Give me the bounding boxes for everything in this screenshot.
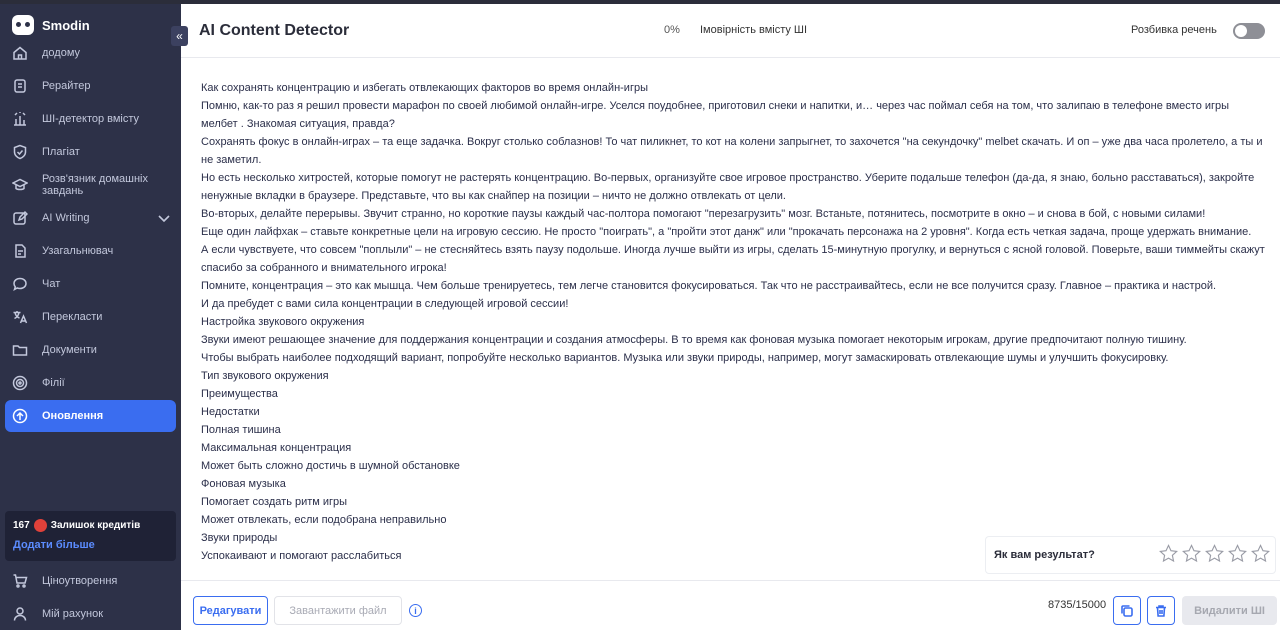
text-paragraph: Но есть несколько хитростей, которые помогут не растерять концентрацию. Во-первых, организуйте свое игровое пространство. Уберите подальше телефон (да-да, я знаю, больно расставаться), закройте ненужные вкладки в браузере. Представьте, что вы как снайпер на позиции – ничто не должно отвлекать от цели. [201,172,1255,202]
ai-probability-percent: 0% [664,24,680,36]
sidebar-item-rewriter[interactable] [0,69,181,102]
text-paragraph: Фоновая музыка [201,478,286,490]
character-count: 8735/15000 [1048,599,1107,611]
sidebar-item-homework-solver[interactable] [0,168,181,201]
star-icon[interactable] [1228,544,1247,563]
cart-icon [12,573,28,589]
sidebar-item-label: Мій рахунок [42,607,104,620]
text-paragraph: Полная тишина [201,424,281,436]
sidebar-nav [0,36,181,433]
text-paragraph: Помню, как-то раз я решил провести марафон по своей любимой онлайн-игре. Уселся поудобнее, приготовил снеки и напитки, и… через час поймал себя на том, что залипаю в телефоне вместо игры мелбет . Знакомая ситуация, правда? [201,100,1230,130]
text-paragraph: Как сохранять концентрацию и избегать отвлекающих факторов во время онлайн-игры [201,82,648,94]
upload-file-button[interactable]: Завантажити файл [274,596,402,625]
text-paragraph: А если чувствуете, что совсем "поплыли" – не стесняйтесь взять паузу подольше. Иногда лучше выйти из игры, сделать 15-минутную прогулку, и вернуться с ясной головой. Поверьте, ваши тиммейты скажут спасибо за собранного и внимательного игрока! [201,244,1265,274]
sidebar [0,4,181,630]
ai-detector-icon [12,111,28,127]
sidebar-item-upgrade[interactable] [5,400,176,432]
text-paragraph: Может быть сложно достичь в шумной обстановке [201,460,460,472]
text-paragraph: Недостатки [201,406,260,418]
translate-icon [12,309,28,325]
app-logo[interactable] [12,14,90,36]
sidebar-item-ai-writing[interactable] [0,201,181,234]
app-name: Smodin [42,17,90,33]
sidebar-item-label: ШІ-детектор вмісту [42,112,140,125]
upgrade-icon [12,408,28,424]
sidebar-item-affiliates[interactable] [0,366,181,399]
sidebar-item-documents[interactable] [0,333,181,366]
pencil-icon [12,210,28,226]
rating-question: Як вам результат? [994,549,1095,561]
sidebar-item-label: Узагальнювач [42,244,114,257]
text-paragraph: Преимущества [201,388,278,400]
text-paragraph: Настройка звукового окружения [201,316,365,328]
chat-icon [12,276,28,292]
sidebar-item-label: Документи [42,343,97,356]
summarizer-icon [12,243,28,259]
copy-button[interactable] [1113,596,1141,625]
sidebar-item-label: Чат [42,277,61,290]
sidebar-item-summarizer[interactable] [0,234,181,267]
sentence-split-label: Розбивка речень [1131,24,1217,36]
shield-check-icon [12,144,28,160]
text-paragraph: Звуки природы [201,532,278,544]
page-title: AI Content Detector [199,22,350,39]
star-icon[interactable] [1159,544,1178,563]
sidebar-item-account[interactable] [0,597,181,630]
chevron-down-icon[interactable] [157,211,171,228]
text-paragraph: Во-вторых, делайте перерывы. Звучит странно, но короткие паузы каждый час-полтора помогают "перезагрузить" мозг. Встаньте, потянитесь, посмотрите в окно – и снова в бой, с новыми силами! [201,208,1206,220]
text-paragraph: Тип звукового окружения [201,370,329,382]
credit-coin-icon [34,519,47,532]
text-paragraph: Чтобы выбрать наиболее подходящий вариант, попробуйте несколько вариантов. Музыка или звуки природы, например, могут замаскировать отвлекающие шумы и улучшить фокусировку. [201,352,1169,364]
sidebar-item-label: додому [42,46,81,59]
info-icon[interactable]: i [409,604,422,617]
sidebar-item-chat[interactable] [0,267,181,300]
ai-probability-label: Імовірність вмісту ШІ [700,24,808,36]
text-paragraph: Сохранять фокус в онлайн-играх – та еще задачка. Вокруг столько соблазнов! То чат пиликнет, то кот на колени запрыгнет, то захочется "на секундочку" melbet скачать. И оп – уже два часа пролетело, а ты и не заметил. [201,136,1263,166]
text-paragraph: Может отвлекать, если подобрана неправильно [201,514,447,526]
star-icon[interactable] [1182,544,1201,563]
sidebar-item-translate[interactable] [0,300,181,333]
text-paragraph: И да пребудет с вами сила концентрации в следующей игровой сессии! [201,298,569,310]
sidebar-item-pricing[interactable] [0,564,181,597]
star-icon[interactable] [1205,544,1224,563]
text-paragraph: Максимальная концентрация [201,442,352,454]
text-paragraph: Помогает создать ритм игры [201,496,348,508]
sidebar-item-plagiarism[interactable] [0,135,181,168]
rewriter-icon [12,78,28,94]
copy-icon [1120,604,1134,618]
sidebar-item-label: Оновлення [42,410,104,422]
sidebar-item-label: Плагіат [42,145,80,158]
rating-stars [1159,544,1270,563]
credits-panel [5,511,176,561]
trash-icon [1154,604,1168,618]
text-paragraph: Звуки имеют решающее значение для поддержания концентрации и создания атмосферы. В то время как фоновая музыка помогает некоторым игрокам, другие предпочитают полную тишину. [201,334,1187,346]
rating-widget [985,536,1276,574]
smodin-logo-icon [12,15,34,35]
collapse-sidebar-button[interactable]: « [171,26,188,46]
sentence-split-toggle[interactable] [1233,23,1265,39]
sidebar-item-label: Перекласти [42,310,103,323]
sidebar-bottom-nav [0,564,181,630]
sidebar-item-home[interactable] [0,36,181,69]
text-paragraph: Помните, концентрация – это как мышца. Чем больше тренируетесь, тем легче становится фокусироваться. Так что не расстраивайтесь, если не все получится сразу. Главное – практика и настрой. [201,280,1217,292]
sidebar-item-label: Філії [42,376,65,389]
text-paragraph: Еще один лайфхак – ставьте конкретные цели на игровую сессию. Не просто "поиграть", а "пройти этот данж" или "прокачать персонажа на 2 уровня". Когда есть четкая задача, проще удержать внимание. [201,226,1252,238]
sidebar-item-label: Рерайтер [42,79,91,92]
star-icon[interactable] [1251,544,1270,563]
header [181,4,1280,58]
credits-count: 167 [13,520,30,531]
folder-icon [12,342,28,358]
footer-toolbar [181,580,1280,630]
delete-button[interactable] [1147,596,1175,625]
edit-button[interactable]: Редагувати [193,596,268,625]
home-icon [12,45,28,61]
sidebar-item-label: AI Writing [42,211,90,224]
sidebar-item-ai-detector[interactable] [0,102,181,135]
affiliate-icon [12,375,28,391]
remove-ai-button[interactable]: Видалити ШІ [1182,596,1277,625]
user-icon [12,606,28,622]
graduation-cap-icon [12,177,28,193]
credits-label: Залишок кредитів [50,520,141,531]
text-editor-content[interactable] [201,79,1266,579]
text-paragraph: Успокаивают и помогают расслабиться [201,550,402,562]
add-more-credits-link[interactable]: Додати більше [13,539,95,551]
sidebar-item-label: Ціноутворення [42,574,118,587]
sidebar-item-label: Розв'язник домашніх завдань [42,172,148,197]
